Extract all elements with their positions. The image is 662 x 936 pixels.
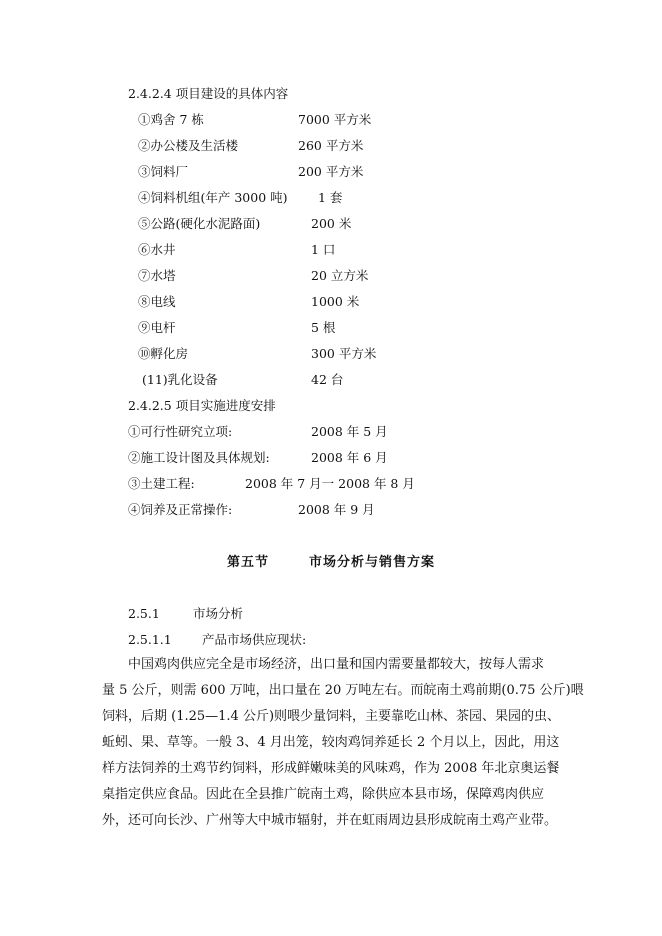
list-item-label: ③饲料厂 — [138, 164, 189, 179]
list-item-value: 1000 米 — [311, 294, 360, 309]
body-line: 桌指定供应食品。因此在全县推广皖南土鸡，除供应本县市场，保障鸡肉供应 — [102, 787, 545, 802]
list-item-label: ⑩孵化房 — [138, 346, 189, 361]
list-item-label: ⑥水井 — [138, 242, 176, 257]
list-item-value: 1 套 — [318, 190, 343, 205]
list-item-value: 260 平方米 — [298, 138, 364, 153]
subsection-number: 2.5.1.1 — [128, 632, 172, 647]
list-item-label: ①鸡舍 7 栋 — [138, 112, 204, 127]
section-2424-title: 2.4.2.4 项目建设的具体内容 — [128, 86, 289, 101]
body-line: 蚯蚓、果、草等。一般 3、4 月出笼，较肉鸡饲养延长 2 个月以上，因此，用这 — [102, 735, 560, 750]
list-item-label: (11)乳化设备 — [142, 372, 218, 387]
list-item-value: 7000 平方米 — [298, 112, 372, 127]
body-line: 量 5 公斤，则需 600 万吨，出口量在 20 万吨左右。而皖南土鸡前期(0.75 公斤)喂 — [102, 683, 584, 698]
body-line: 中国鸡肉供应完全是市场经济，出口量和国内需要量都较大，按每人需求 — [128, 657, 545, 672]
schedule-item-value: 2008 年 9 月 — [298, 502, 375, 517]
schedule-item-value: 2008 年 6 月 — [311, 450, 388, 465]
body-line: 样方法饲养的土鸡节约饲料，形成鲜嫩味美的风味鸡，作为 2008 年北京奥运餐 — [102, 761, 560, 776]
subsection-title: 市场分析 — [193, 606, 244, 621]
list-item-value: 200 米 — [311, 216, 352, 231]
chapter-heading — [0, 551, 662, 570]
section-2425-title: 2.4.2.5 项目实施进度安排 — [128, 398, 276, 413]
list-item-value: 20 立方米 — [311, 268, 369, 283]
chapter-title: 市场分析与销售方案 — [309, 555, 436, 570]
body-line: 外，还可向长沙、广州等大中城市辐射，并在虹雨周边县形成皖南土鸡产业带。 — [102, 813, 558, 828]
schedule-item-label: ③土建工程: — [128, 476, 195, 491]
body-line: 饲料，后期 (1.25—1.4 公斤)则喂少量饲料，主要靠吃山林、茶园、果园的虫、 — [102, 709, 561, 724]
schedule-item-label: ②施工设计图及具体规划: — [128, 450, 270, 465]
subsection-number: 2.5.1 — [128, 606, 160, 621]
schedule-item-value: 2008 年 5 月 — [311, 424, 388, 439]
schedule-item-label: ④饲养及正常操作: — [128, 502, 233, 517]
list-item-label: ②办公楼及生活楼 — [138, 138, 239, 153]
schedule-item-value: 2008 年 7 月一 2008 年 8 月 — [245, 476, 415, 491]
list-item-label: ⑦水塔 — [138, 268, 176, 283]
list-item-label: ⑨电杆 — [138, 320, 176, 335]
list-item-label: ④饲料机组(年产 3000 吨) — [138, 190, 288, 205]
list-item-value: 200 平方米 — [298, 164, 364, 179]
list-item-value: 300 平方米 — [311, 346, 377, 361]
list-item-value: 42 台 — [311, 372, 344, 387]
chapter-section-number: 第五节 — [226, 555, 269, 570]
list-item-value: 5 根 — [311, 320, 336, 335]
list-item-label: ⑧电线 — [138, 294, 176, 309]
list-item-value: 1 口 — [311, 242, 336, 257]
subsection-title: 产品市场供应现状: — [202, 632, 307, 647]
schedule-item-label: ①可行性研究立项: — [128, 424, 233, 439]
list-item-label: ⑤公路(硬化水泥路面) — [138, 216, 261, 231]
